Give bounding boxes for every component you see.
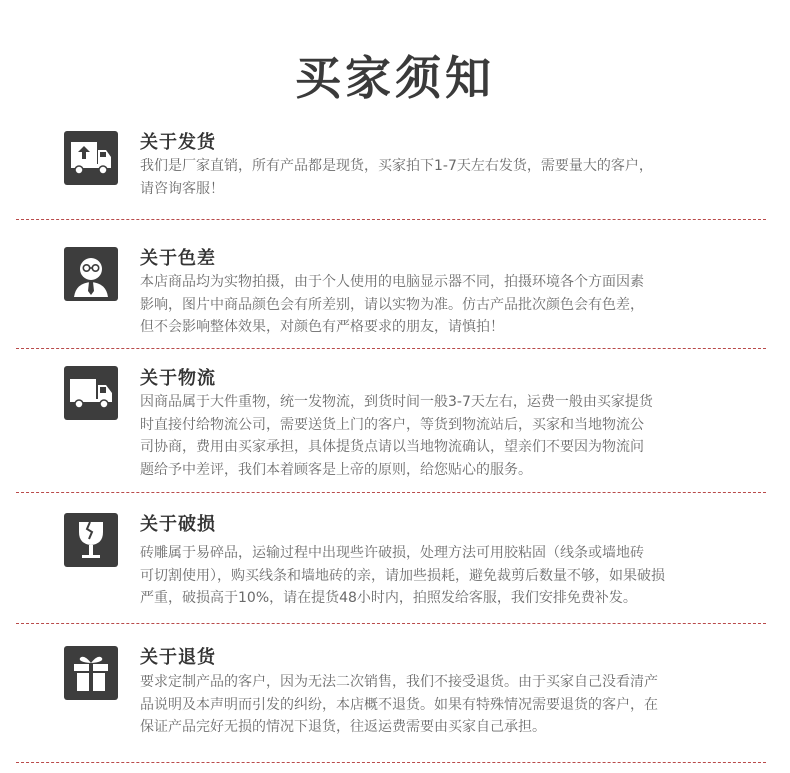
fragile-glass-icon bbox=[64, 513, 118, 567]
section-heading: 关于退货 bbox=[140, 647, 216, 668]
divider bbox=[16, 762, 766, 763]
gift-box-icon bbox=[64, 646, 118, 700]
section-heading: 关于物流 bbox=[140, 368, 216, 389]
section-text: 我们是厂家直销，所有产品都是现货，买家拍下1-7天左右发货，需要量大的客户， 请咨询客服！ bbox=[140, 158, 653, 197]
divider bbox=[16, 492, 766, 493]
section-heading: 关于破损 bbox=[140, 514, 216, 535]
divider bbox=[16, 348, 766, 349]
section-text: 因商品属于大件重物，统一发物流，到货时间一般3-7天左右，运费一般由买家提货 时直接付给物流公司，需要送货上门的客户，等货到物流站后，买家和当地物流公 司协商，费用由买家承担，具体提货点请以当地物流确认，望亲们不要因为物流问 题给予中差评，我们本着顾客是上帝的原则，给您贴心的服务。 bbox=[140, 394, 653, 478]
page-title: 买家须知 bbox=[295, 51, 495, 105]
section-text: 本店商品均为实物拍摄，由于个人使用的电脑显示器不同，拍摄环境各个方面因素 影响，图片中商品颜色会有所差别，请以实物为准。仿古产品批次颜色会有色差， 但不会影响整体效果，对颜色有严格要求的朋友，请慎拍！ bbox=[140, 274, 644, 335]
person-glasses-icon bbox=[64, 247, 118, 301]
divider bbox=[16, 219, 766, 220]
divider bbox=[16, 623, 766, 624]
section-text: 砖雕属于易碎品，运输过程中出现些许破损，处理方法可用胶粘固（线条或墙地砖 可切割使用），购买线条和墙地砖的亲，请加些损耗，避免裁剪后数量不够，如果破损 严重，破损高于10%，请在提货48小时内，拍照发给客服，我们安排免费补发。 bbox=[140, 545, 665, 606]
shipping-box-truck-icon bbox=[64, 131, 118, 185]
truck-icon bbox=[64, 366, 118, 420]
section-text: 要求定制产品的客户，因为无法二次销售，我们不接受退货。由于买家自己没看清产 品说明及本声明而引发的纠纷，本店概不退货。如果有特殊情况需要退货的客户，在 保证产品完好无损的情况下退货，往返运费需要由买家自己承担。 bbox=[140, 674, 658, 735]
section-heading: 关于色差 bbox=[140, 248, 216, 269]
section-heading: 关于发货 bbox=[140, 132, 216, 153]
